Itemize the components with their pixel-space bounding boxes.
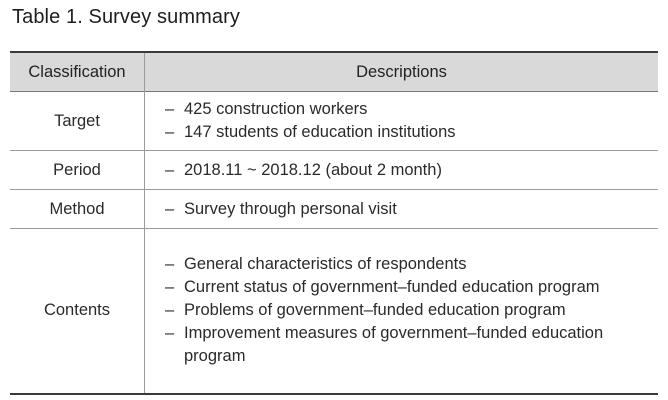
row-descriptions <box>145 190 659 229</box>
survey-summary-table <box>10 51 658 395</box>
row-classification: Contents <box>10 229 145 394</box>
row-descriptions <box>145 229 659 394</box>
row-descriptions <box>145 151 659 190</box>
row-classification: Method <box>10 190 145 229</box>
table-header-row <box>10 52 658 92</box>
row-target <box>10 92 658 151</box>
list-item: – 147 students of education institutions <box>165 123 456 141</box>
list-item: – 2018.11 ~ 2018.12 (about 2 month) <box>165 160 442 179</box>
list-item: – Problems of government–funded education program <box>165 301 566 320</box>
list-item: – Improvement measures of government–funded education program <box>165 324 604 366</box>
row-classification: Target <box>10 92 145 151</box>
list-item: – Survey through personal visit <box>165 199 397 218</box>
table-caption: Table 1. Survey summary <box>12 6 240 28</box>
row-contents <box>10 229 658 394</box>
list-item: – 425 construction workers <box>165 100 368 118</box>
row-method <box>10 190 658 229</box>
list-item: – Current status of government–funded education program <box>165 278 600 297</box>
list-item: – General characteristics of respondents <box>165 255 467 274</box>
row-descriptions <box>145 92 659 151</box>
row-classification: Period <box>10 151 145 190</box>
row-period <box>10 151 658 190</box>
header-classification: Classification <box>10 52 145 92</box>
header-descriptions: Descriptions <box>145 52 659 92</box>
